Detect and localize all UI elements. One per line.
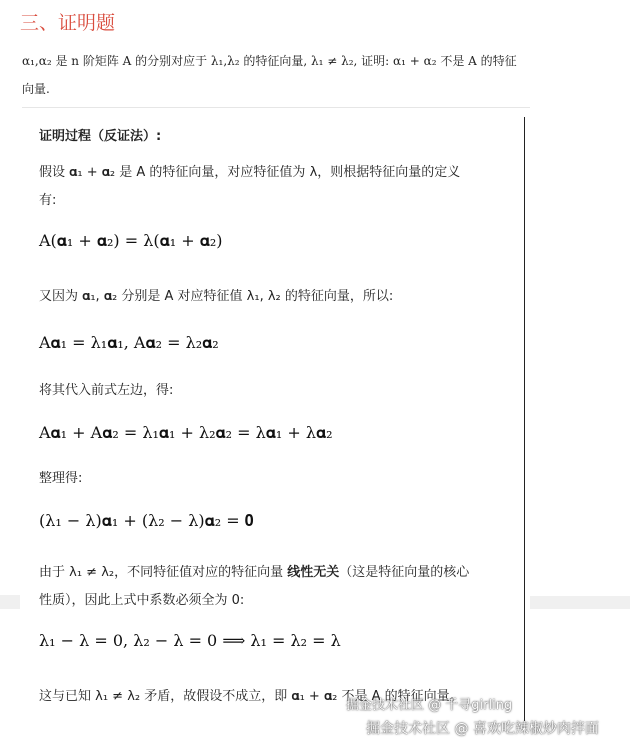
proof-para-4: 整理得:	[39, 471, 83, 486]
equation-5: λ₁ − λ = 0, λ₂ − λ = 0 ⟹ λ₁ = λ₂ = λ	[39, 631, 341, 650]
proof-conclusion: 这与已知 λ₁ ≠ λ₂ 矛盾，故假设不成立，即 𝛂₁ + 𝛂₂ 不是 A 的特征向量。	[39, 689, 463, 704]
gray-band-right	[530, 596, 630, 609]
para-5a-post: （这是特征向量的核心	[339, 565, 470, 580]
proof-para-1a: 假设 𝛂₁ + 𝛂₂ 是 A 的特征向量，对应特征值为 λ，则根据特征向量的定义	[39, 165, 461, 180]
proof-para-3: 将其代入前式左边，得:	[39, 383, 174, 398]
equation-4: (λ₁ − λ)𝛂₁ + (λ₂ − λ)𝛂₂ = 𝟎	[39, 511, 254, 530]
linear-independent-term: 线性无关	[287, 565, 340, 580]
problem-statement	[22, 50, 582, 100]
proof-para-2: 又因为 𝛂₁, 𝛂₂ 分别是 A 对应特征值 λ₁, λ₂ 的特征向量，所以:	[39, 289, 394, 304]
equation-2: A𝛂₁ = λ₁𝛂₁, A𝛂₂ = λ₂𝛂₂	[39, 333, 219, 352]
equation-1: A(𝛂₁ + 𝛂₂) = λ(𝛂₁ + 𝛂₂)	[39, 231, 223, 250]
proof-para-5a	[39, 561, 469, 580]
proof-para-1b: 有:	[39, 193, 57, 208]
proof-card	[20, 117, 525, 729]
watermark-2: 掘金技术社区 @ 喜欢吃辣椒炒肉拌面	[366, 721, 599, 737]
gray-band-left	[0, 595, 20, 609]
para-5a-pre: 由于 λ₁ ≠ λ₂，不同特征值对应的特征向量	[39, 565, 288, 580]
divider	[22, 107, 530, 108]
proof-para-5b: 性质），因此上式中系数必须全为 0:	[39, 593, 245, 608]
proof-title: 证明过程（反证法）:	[39, 129, 162, 144]
equation-3: A𝛂₁ + A𝛂₂ = λ₁𝛂₁ + λ₂𝛂₂ = λ𝛂₁ + λ𝛂₂	[39, 423, 333, 442]
problem-line-1: α₁,α₂ 是 n 阶矩阵 A 的分别对应于 λ₁,λ₂ 的特征向量, λ₁ ≠ λ₂, 证明: α₁ + α₂ 不是 A 的特征	[22, 54, 517, 68]
watermark-1: 掘金技术社区 @ 千寻girling	[346, 698, 513, 713]
problem-line-2: 向量.	[22, 82, 50, 96]
section-heading: 三、证明题	[20, 12, 116, 34]
